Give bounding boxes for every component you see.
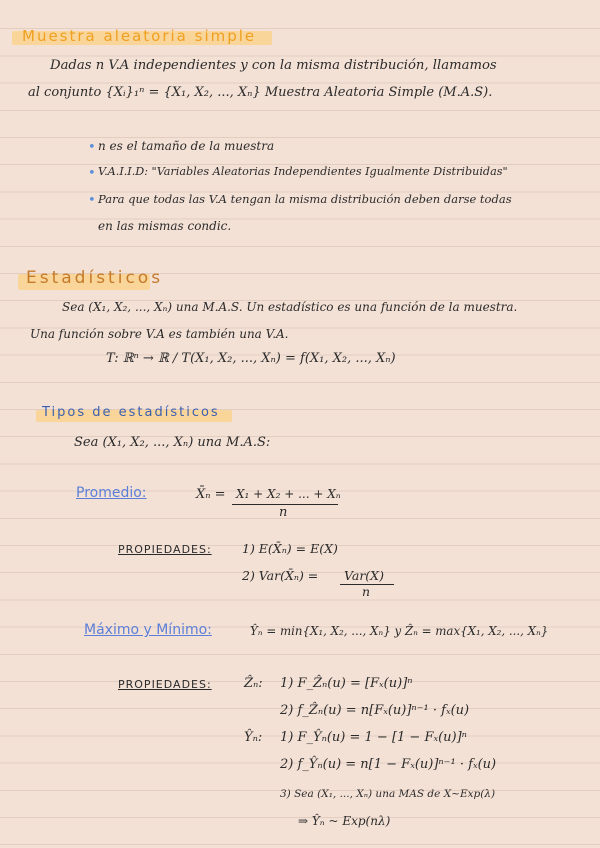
maxmin-definition: Ŷₙ = min{X₁, X₂, ..., Xₙ} y Ẑₙ = max{X₁, X₂, ..., Xₙ} xyxy=(250,624,549,638)
maxmin-props-label: PROPIEDADES: xyxy=(118,678,212,691)
bullet-item: Para que todas las V.A tengan la misma distribución deben darse todas xyxy=(98,192,512,206)
bullet-item: n es el tamaño de la muestra xyxy=(98,139,275,153)
promedio-label: Promedio: xyxy=(76,485,147,501)
promedio-numerator: X₁ + X₂ + ... + Xₙ xyxy=(236,487,341,501)
bullet-dot: • xyxy=(88,140,96,155)
promedio-props-label: PROPIEDADES: xyxy=(118,543,212,556)
intro-line-1: Dadas n V.A independientes y con la misma distribución, llamamos xyxy=(50,58,497,73)
promedio-prop-1: 1) E(X̄ₙ) = E(X) xyxy=(242,541,338,556)
y-prop-1: 1) F_Ŷₙ(u) = 1 − [1 − Fₓ(u)]ⁿ xyxy=(280,730,467,745)
sea-line: Sea (X₁, X₂, ..., Xₙ) una M.A.S: xyxy=(74,435,271,450)
z-prop-2: 2) f_Ẑₙ(u) = n[Fₓ(u)]ⁿ⁻¹ · fₓ(u) xyxy=(280,703,470,718)
promedio-prop-2-num: Var(X) xyxy=(344,568,384,583)
promedio-prop-2-lhs: 2) Var(X̄ₙ) = xyxy=(242,568,319,583)
y-prop-3-result: ⇒ Ŷₙ ~ Exp(nλ) xyxy=(298,814,391,828)
y-label: Ŷₙ: xyxy=(244,730,263,745)
estadistico-def-line-2: Una función sobre V.A es también una V.A. xyxy=(30,327,289,341)
promedio-denominator: n xyxy=(279,505,288,520)
estadistico-formula: T: ℝⁿ → ℝ / T(X₁, X₂, ..., Xₙ) = f(X₁, X₂, ..., Xₙ) xyxy=(106,351,396,366)
intro-line-2: al conjunto {Xᵢ}₁ⁿ = {X₁, X₂, ..., Xₙ} Muestra Aleatoria Simple (M.A.S). xyxy=(28,85,493,100)
promedio-prop-2-den: n xyxy=(362,584,371,599)
y-prop-3: 3) Sea (X₁, ..., Xₙ) una MAS de X~Exp(λ) xyxy=(280,788,496,800)
maxmin-label: Máximo y Mínimo: xyxy=(84,622,212,638)
bullet-item: V.A.I.I.D: "Variables Aleatorias Independientes Igualmente Distribuidas" xyxy=(98,165,508,178)
section-title-estadisticos: Estadísticos xyxy=(26,268,164,288)
bullet-dot: • xyxy=(88,193,96,208)
section-title-muestra: Muestra aleatoria simple xyxy=(22,27,257,45)
bullet-item-continued: en las mismas condic. xyxy=(98,219,232,233)
promedio-lhs: X̄ₙ = xyxy=(196,487,226,502)
bullet-dot: • xyxy=(88,166,96,181)
section-title-tipos: Tipos de estadísticos xyxy=(42,405,220,420)
z-label: Ẑₙ: xyxy=(244,676,263,691)
estadistico-def-line-1: Sea (X₁, X₂, ..., Xₙ) una M.A.S. Un estadístico es una función de la muestra. xyxy=(62,300,518,314)
z-prop-1: 1) F_Ẑₙ(u) = [Fₓ(u)]ⁿ xyxy=(280,676,413,691)
y-prop-2: 2) f_Ŷₙ(u) = n[1 − Fₓ(u)]ⁿ⁻¹ · fₓ(u) xyxy=(280,757,497,772)
